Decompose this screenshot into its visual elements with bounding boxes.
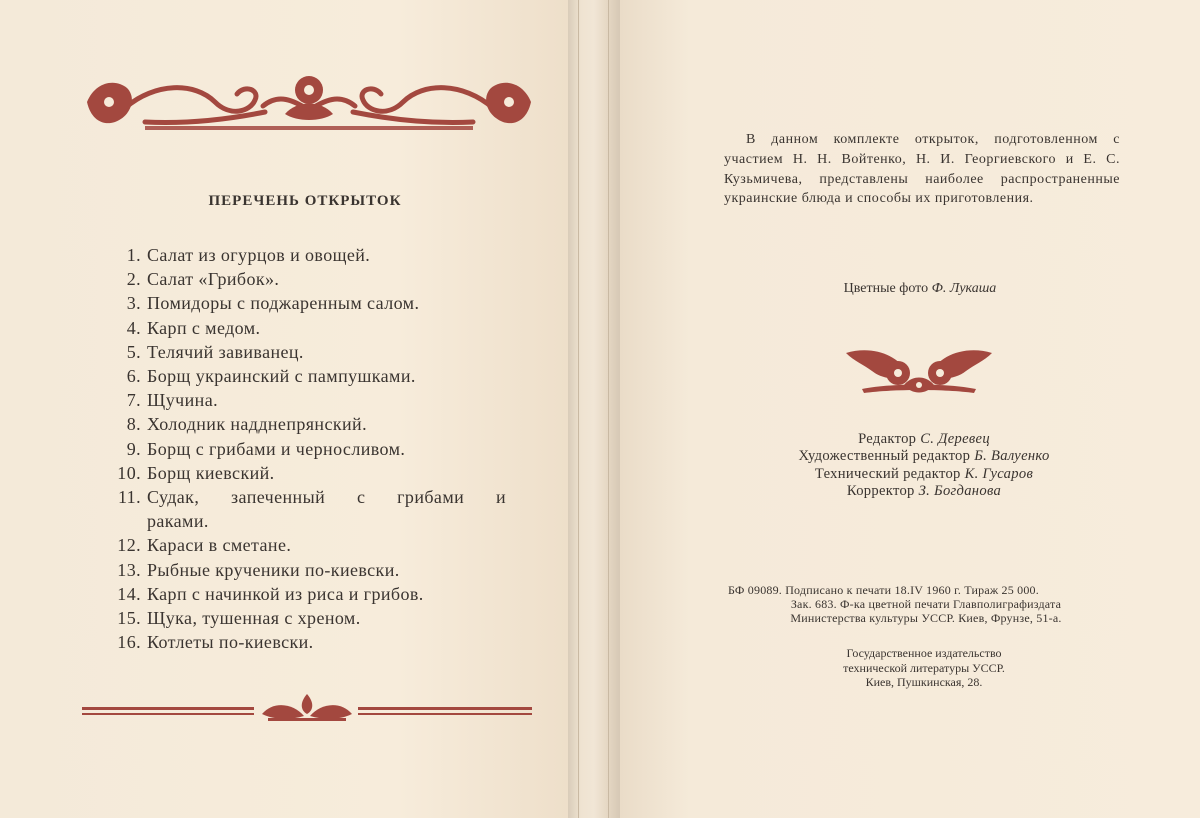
- list-item: [108, 533, 506, 557]
- item-name: Салат «Грибок».: [147, 269, 280, 290]
- list-item: [108, 291, 506, 315]
- item-number: 1.: [126, 245, 141, 265]
- list-item: [108, 364, 506, 388]
- list-item: [108, 388, 506, 412]
- list-item: [108, 630, 506, 654]
- editor-role: Технический редактор: [814, 465, 961, 482]
- list-item: [108, 267, 506, 291]
- item-name: Борщ украинский с пампушками.: [147, 366, 416, 387]
- intro-paragraph: [724, 130, 1120, 209]
- editor-role: Художественный редактор: [798, 448, 971, 465]
- imprint-line: Министерства культуры УССР. Киев, Фрунзе, 51-а.: [790, 611, 1062, 626]
- item-name-line1: Судак, запеченный с грибами и: [147, 487, 506, 508]
- item-name: Холодник надднепрянский.: [147, 414, 367, 435]
- item-name: [147, 485, 506, 533]
- item-number: 4.: [126, 317, 141, 338]
- top-floral-ornament: [85, 72, 533, 134]
- imprint-block: [722, 583, 1130, 626]
- item-number: 10.: [117, 462, 141, 483]
- editors-credits: [730, 431, 1118, 501]
- item-number: 9.: [126, 438, 141, 459]
- item-name: Борщ киевский.: [147, 462, 275, 483]
- item-number: 16.: [117, 632, 141, 653]
- right-page: [620, 0, 1200, 818]
- item-name: Карп с начинкой из риса и грибов.: [147, 583, 424, 604]
- item-number: 12.: [117, 535, 141, 556]
- publisher-line: Государственное издательство: [846, 646, 1002, 660]
- list-item: [108, 340, 506, 364]
- item-number: 11.: [117, 487, 141, 508]
- item-number: 3.: [126, 293, 141, 314]
- left-page: [0, 0, 568, 818]
- list-item: [108, 437, 506, 461]
- list-item: [108, 316, 506, 340]
- editor-name: С. Деревец: [920, 431, 990, 447]
- item-number: 13.: [117, 559, 141, 580]
- item-name: Рыбные крученики по-киевски.: [147, 559, 400, 580]
- imprint-line: Зак. 683. Ф-ка цветной печати Главполиграфиздата: [790, 597, 1062, 612]
- editor-role: Корректор: [846, 483, 915, 500]
- list-item: [108, 582, 506, 606]
- item-name: Караси в сметане.: [147, 535, 292, 556]
- editor-line: [730, 448, 1118, 465]
- book-spine: [568, 0, 620, 818]
- item-name: Помидоры с поджаренным салом.: [147, 293, 420, 314]
- photo-credit-name: Ф. Лукаша: [931, 281, 997, 296]
- item-number: 5.: [126, 341, 141, 362]
- editor-name: Б. Валуенко: [974, 448, 1050, 465]
- publisher-line: Киев, Пушкинская, 28.: [865, 675, 983, 690]
- item-number: 6.: [126, 366, 141, 387]
- list-title: ПЕРЕЧЕНЬ ОТКРЫТОК: [208, 193, 402, 209]
- list-item: [108, 243, 506, 267]
- editor-name: К. Гусаров: [964, 465, 1034, 482]
- item-name: Щука, тушенная с хреном.: [147, 608, 361, 629]
- list-item: [108, 461, 506, 485]
- item-name: Карп с медом.: [147, 317, 261, 338]
- photo-credit-label: Цветные фото: [843, 281, 929, 296]
- intro-text: В данном комплекте открыток, подготовленном с участием Н. Н. Войтенко, Н. И. Георгиевского и Е. С. Кузьмичева, представлены наиболее распространенные украинские блюда и способы их приготовления.: [724, 132, 1120, 207]
- bottom-ornament-rule: [82, 692, 532, 724]
- photo-credit: [750, 281, 1090, 297]
- editor-line: [730, 466, 1118, 483]
- editor-name: З. Богданова: [918, 483, 1002, 500]
- list-item: [108, 485, 506, 533]
- item-number: 14.: [117, 583, 141, 604]
- imprint-line: БФ 09089. Подписано к печати 18.IV 1960 г. Тираж 25 000.: [728, 583, 1039, 597]
- item-name: Салат из огурцов и овощей.: [147, 245, 371, 265]
- postcard-list: [108, 243, 506, 654]
- item-number: 8.: [126, 414, 141, 435]
- publisher-block: [744, 646, 1104, 690]
- editor-line: [730, 431, 1118, 448]
- item-number: 7.: [126, 390, 141, 411]
- list-item: [108, 558, 506, 582]
- publisher-line: технической литературы УССР.: [843, 660, 1005, 675]
- list-item: [108, 412, 506, 436]
- item-number: 2.: [126, 269, 141, 290]
- item-name: Телячий завиванец.: [147, 341, 304, 362]
- item-name: Котлеты по-киевски.: [147, 632, 314, 653]
- item-name-line2: раками.: [147, 511, 209, 532]
- item-name: Щучина.: [147, 390, 218, 411]
- editor-role: Редактор: [858, 431, 917, 447]
- middle-floral-ornament: [842, 345, 996, 401]
- item-name: Борщ с грибами и черносливом.: [147, 438, 406, 459]
- item-number: 15.: [117, 608, 141, 629]
- editor-line: [730, 483, 1118, 500]
- list-item: [108, 606, 506, 630]
